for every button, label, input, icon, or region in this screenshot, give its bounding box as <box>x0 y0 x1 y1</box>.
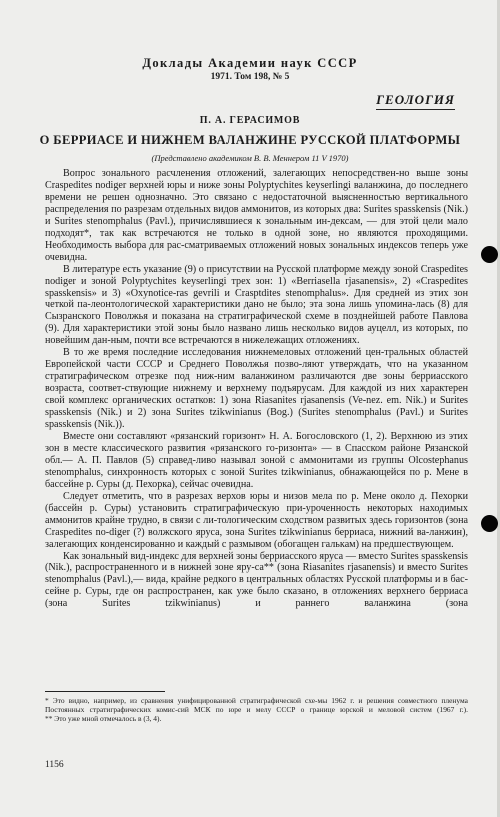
article-author: П. А. ГЕРАСИМОВ <box>199 115 301 126</box>
paragraph: Как зональный вид-индекс для верхней зоны берриасского яруса — вместо Surites spasskensis (Nik.), распространенного и в нижней зоне яру-са** (зона Riasanites rjasanensis) и вместо Surites stenomphalus (Pavl.),— вида, крайне редкого в центральных областях Русской платформы и в бас-сейне р. Суры, где он распространен, как уже было сказано, в отложениях верхнего берриаса (зона Surites tzikwinianus) и раннего валанжина (зона <box>45 550 468 610</box>
footnote: * Это видно, например, из сравнения унифицированной стратиграфической схе-мы 1962 г. и решения совместного пленума Постоянных стратиграфических комис-сий МСК по юре и мелу СССР о границе юрской и меловой систем (1967 г.). <box>45 696 468 715</box>
paragraph: В то же время последние исследования нижнемеловых отложений цен-тральных областей Европейской части СССР и Среднего Поволжья позво-ляют утверждать, что на указанном стратиграфическом отрезке под ниж-ним валанжином различаются две зоны берриасского возраста, соответ-ствующие нижнему и верхнему подъярусам. Для каждой из них характерен свой комплекс органических остатков: 1) зона Riasanites rjasanensis (Ve-nez. em. Nik.) и Surites spasskensis (Nik.) и 2) зона Surites tzikwinianus (Bog.) (Surites stenomphalus (Pavl.) и Surites spasskensis (Nik.)). <box>45 347 468 431</box>
page-number: 1156 <box>45 760 64 770</box>
paragraph: Вопрос зонального расчленения отложений, залегающих непосредствен-но выше зоны Craspedites nodiger верхней юры и ниже зоны Polyptychites keyserlingi валанжина, до последнего времени не решен однозначно. Это связано с недостаточной выясненностью вертикального распределения по разрезам отдельных видов аммонитов, из которых два: Surites spasskensis (Nik.) и Surites stenomphalus (Pavl.), причислявшиеся к зональным ин-дексам, — для этой цели мало подходят*, так как встречаются не только в одной зоне, но являются проходящими. Необходимость выбора для рас-сматриваемых отложений новых зональных индексов теперь уже очевидна. <box>45 168 468 263</box>
footnote-separator <box>45 691 165 692</box>
section-heading: ГЕОЛОГИЯ <box>376 92 455 110</box>
paragraph: Следует отметить, что в разрезах верхов юры и низов мела по р. Мене около д. Пехорки (бассейн р. Суры) установить стратиграфическую при-уроченность некоторых находимых аммонитов крайне трудно, в связи с ли-тологическим сходством развитых здесь горизонтов (зона Craspedites no-diger (?) волжского яруса, зона Surites tzikwinianus берриаса, нижний ва-ланжин), залегающих конденсированно и каждый с размывом (обогащен галькам) на предшествующем. <box>45 490 468 550</box>
paragraph: Вместе они составляют «рязанский горизонт» Н. А. Богословского (1, 2). Верхнюю из этих зон в месте классического развития «рязанского го-ризонта» — в Спасском районе Рязанской обл.— А. П. Павлов (5) справед-ливо называл зоной с аммонитами из группы Olcostephanus stenomphalus, синхронность которых с зоной Surites tzikwinianus, обнажающейся по р. Мене в бассейне р. Суры (д. Пехорка), сейчас очевидна. <box>45 430 468 490</box>
issue-info: 1971. Том 198, № 5 <box>210 72 290 82</box>
binder-hole <box>481 246 498 263</box>
paragraph: В литературе есть указание (9) о присутствии на Русской платформе между зоной Craspedites nodiger и зоной Polyptychites keyserlingi трех зон: 1) «Berriasella rjasanensis», 2) «Craspedites spasskensis» и 3) «Oxynotice-ras gevrili и Crasptdites stenomphalus». Для средней из этих зон четкой па-леонтологической характеристики дано не было; эта зона лишь упомина-лась (8) для Сызранского Поволжья и показана на стратиграфической схеме в позднейшей работе Павлова (9). Для характеристики этой зоны было названо лишь несколько видов ауцелл, из которых, по новейшим дан-ным, почти все встречаются в нижележащих отложениях. <box>45 263 468 347</box>
journal-title: Доклады Академии наук СССР <box>142 56 358 70</box>
article-title: О БЕРРИАСЕ И НИЖНЕМ ВАЛАНЖИНЕ РУССКОЙ ПЛАТФОРМЫ <box>39 133 461 147</box>
footnote: ** Это уже мной отмечалось в (3, 4). <box>45 714 162 724</box>
footnotes <box>45 696 468 723</box>
binder-hole <box>481 515 498 532</box>
article-body <box>45 168 468 610</box>
presentation-note: (Представлено академиком В. В. Меннером 11 V 1970) <box>151 153 349 163</box>
